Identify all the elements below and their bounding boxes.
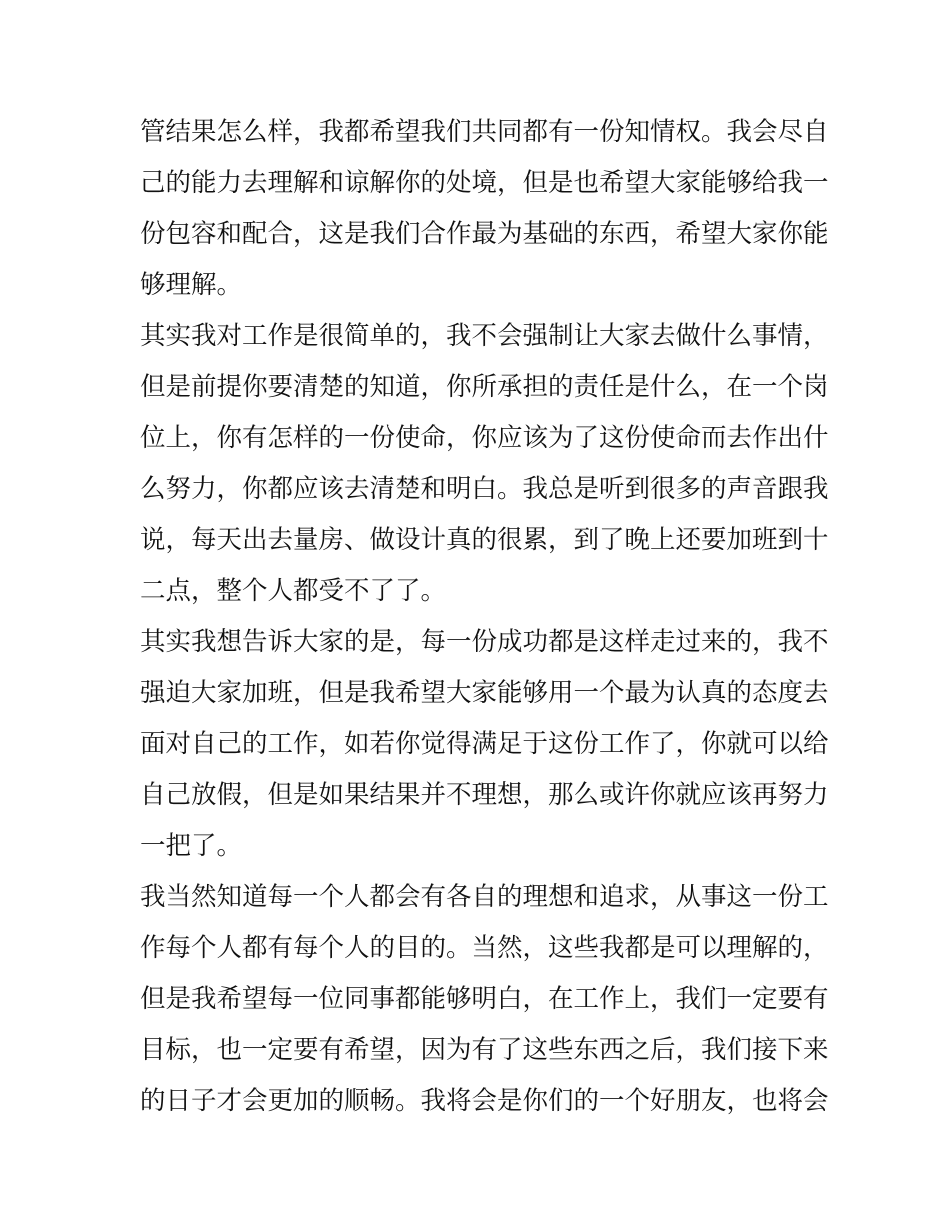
- text-line: 自己放假，但是如果结果并不理想，那么或许你就应该再努力: [140, 780, 829, 810]
- paragraph: [140, 107, 829, 311]
- text-line: 够理解。: [140, 270, 243, 300]
- paragraph: [140, 872, 829, 1127]
- text-line: 位上，你有怎样的一份使命，你应该为了这份使命而去作出什: [140, 423, 829, 453]
- text-line: 的日子才会更加的顺畅。我将会是你们的一个好朋友，也将会: [140, 1086, 829, 1116]
- text-line: 二点，整个人都受不了了。: [140, 576, 447, 606]
- text-line: 面对自己的工作，如若你觉得满足于这份工作了，你就可以给: [140, 729, 829, 759]
- text-line: 但是前提你要清楚的知道，你所承担的责任是什么，在一个岗: [140, 372, 829, 402]
- paragraph: [140, 311, 829, 617]
- text-line: 其实我对工作是很简单的，我不会强制让大家去做什么事情，: [140, 321, 829, 351]
- paragraph: [140, 617, 829, 872]
- text-line: 说，每天出去量房、做设计真的很累，到了晚上还要加班到十: [140, 525, 829, 555]
- text-line: 作每个人都有每个人的目的。当然，这些我都是可以理解的，: [140, 933, 829, 963]
- text-line: 么努力，你都应该去清楚和明白。我总是听到很多的声音跟我: [140, 474, 829, 504]
- text-line: 但是我希望每一位同事都能够明白，在工作上，我们一定要有: [140, 984, 829, 1014]
- text-line: 我当然知道每一个人都会有各自的理想和追求，从事这一份工: [140, 882, 829, 912]
- text-line: 己的能力去理解和谅解你的处境，但是也希望大家能够给我一: [140, 168, 829, 198]
- text-line: 一把了。: [140, 831, 243, 861]
- body-text: [140, 107, 829, 1127]
- text-line: 强迫大家加班，但是我希望大家能够用一个最为认真的态度去: [140, 678, 829, 708]
- text-line: 份包容和配合，这是我们合作最为基础的东西，希望大家你能: [140, 219, 829, 249]
- text-line: 管结果怎么样，我都希望我们共同都有一份知情权。我会尽自: [140, 117, 829, 147]
- text-line: 目标，也一定要有希望，因为有了这些东西之后，我们接下来: [140, 1035, 829, 1065]
- text-line: 其实我想告诉大家的是，每一份成功都是这样走过来的，我不: [140, 627, 829, 657]
